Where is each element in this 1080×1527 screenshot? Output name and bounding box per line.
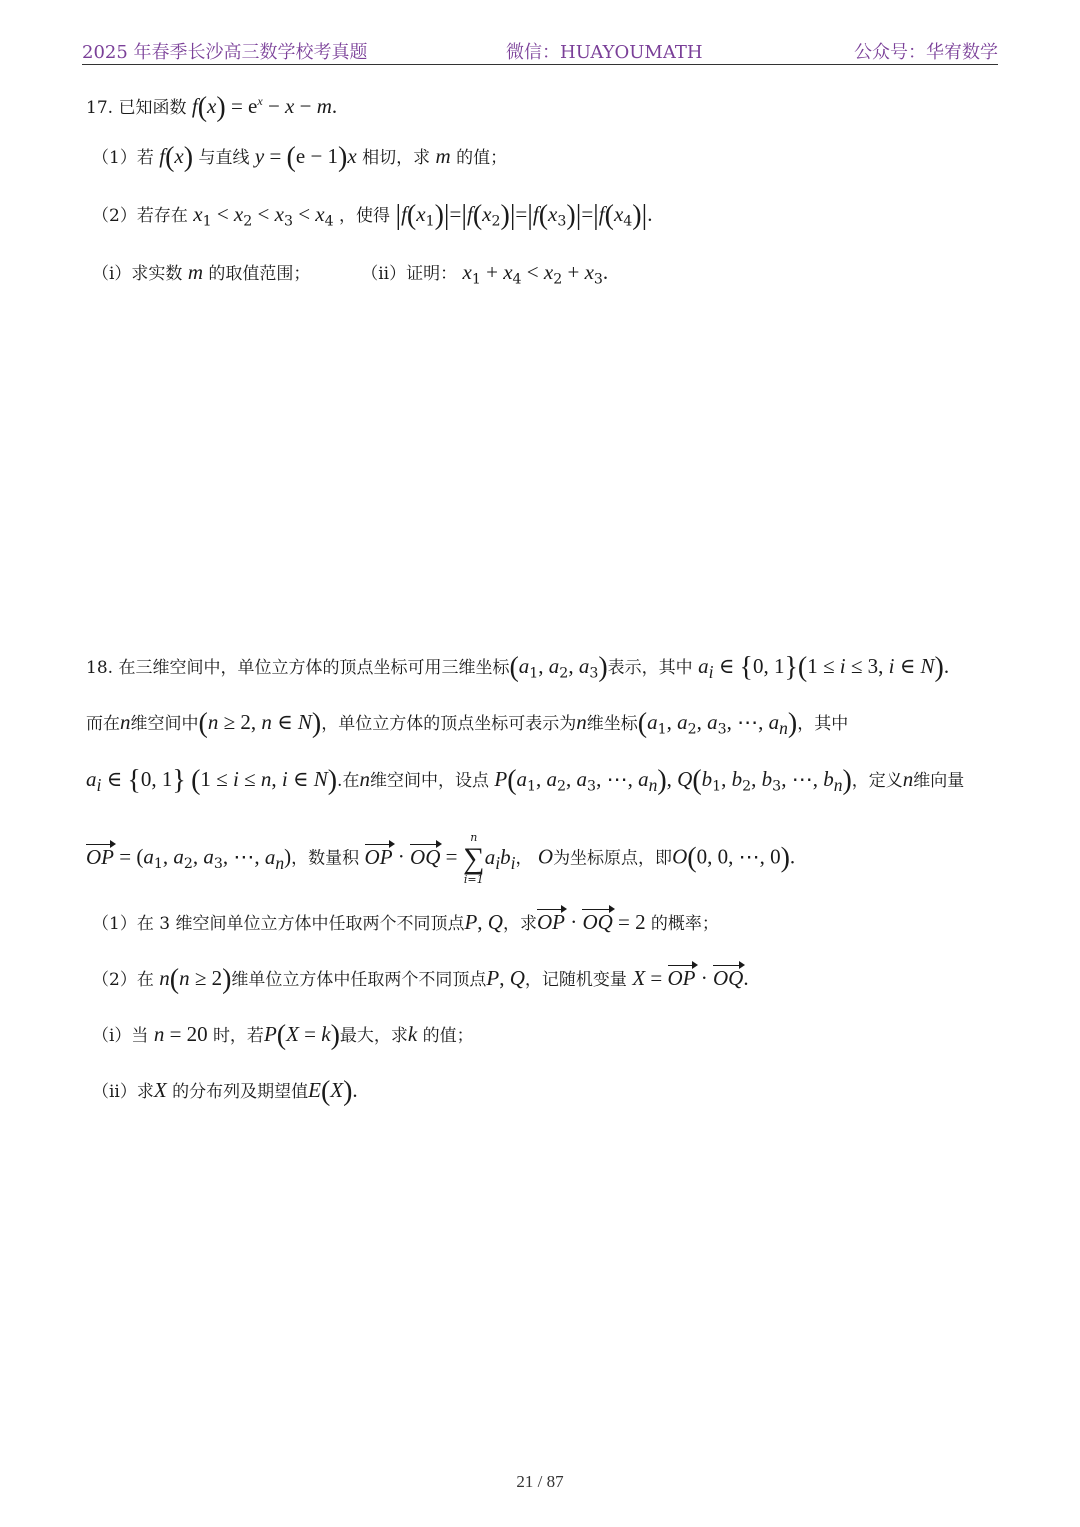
header-title: 2025 年春季长沙高三数学校考真题: [82, 42, 368, 63]
header-official-account: 公众号：华宥数学: [854, 42, 998, 63]
page-header: [82, 36, 998, 65]
header-wechat: 微信：HUAYOUMATH: [506, 42, 703, 63]
q18-line1: 18. 在三维空间中，单位立方体的顶点坐标可用三维坐标($a_1$, $a_2$, $a_3$)表示，其中 $a_i$ ∈ {0, 1}(1 ≤ i ≤ 3, i ∈ N).: [86, 652, 950, 683]
page-number: 21 / 87: [516, 1472, 564, 1491]
q18-line2: 而在n维空间中(n ≥ 2, n ∈ N)，单位立方体的顶点坐标可表示为n维坐标($a_1$, $a_2$, $a_3$, ⋯, $a_n$)，其中: [86, 708, 849, 739]
q18-part2: （2）在 n(n ≥ 2)维单位立方体中任取两个不同顶点P, Q，记随机变量 X = OP · OQ.: [92, 964, 749, 995]
q17-stem: 17. 已知函数 $f(x) = e^x - x - m$.: [86, 92, 338, 123]
q18-part1: （1）在 3 维空间单位立方体中任取两个不同顶点P, Q，求OP · OQ = 2 的概率；: [92, 910, 719, 934]
q18-subpart-ii: （ii）求X 的分布列及期望值E(X).: [92, 1076, 358, 1107]
q17-part2: （2）若存在 $x_1 < x_2 < x_3 < x_4$ ，使得 $|f(x_1)|=|f(x_2)|=|f(x_3)|=|f(x_4)|$.: [92, 200, 653, 231]
q18-subpart-i: （i）当 n = 20 时，若P(X = k)最大，求k 的值；: [92, 1020, 474, 1051]
q17-subparts: （i）求实数 m 的取值范围； （ii）证明： $x_1 + x_4 < x_2 + x_3$.: [92, 260, 609, 288]
q18-line4: OP = ($a_1$, $a_2$, $a_3$, ⋯, $a_n$)，数量积 OP · OQ = n ∑ i=1 $a_ib_i$， O为坐标原点，即O(0, 0, ⋯, 0).: [86, 831, 796, 886]
q18-line3: $a_i$ ∈ {0, 1} (1 ≤ i ≤ n, i ∈ N).在n维空间中，设点 $P(a_1$, $a_2$, $a_3$, ⋯, $a_n$), $Q(b_1$, $b_2$, $b_3$, ⋯, $b_n$)，定义n维向量: [86, 765, 965, 796]
q17-part1: （1）若 f(x) 与直线 y = (e − 1)x 相切，求 m 的值；: [92, 142, 508, 173]
